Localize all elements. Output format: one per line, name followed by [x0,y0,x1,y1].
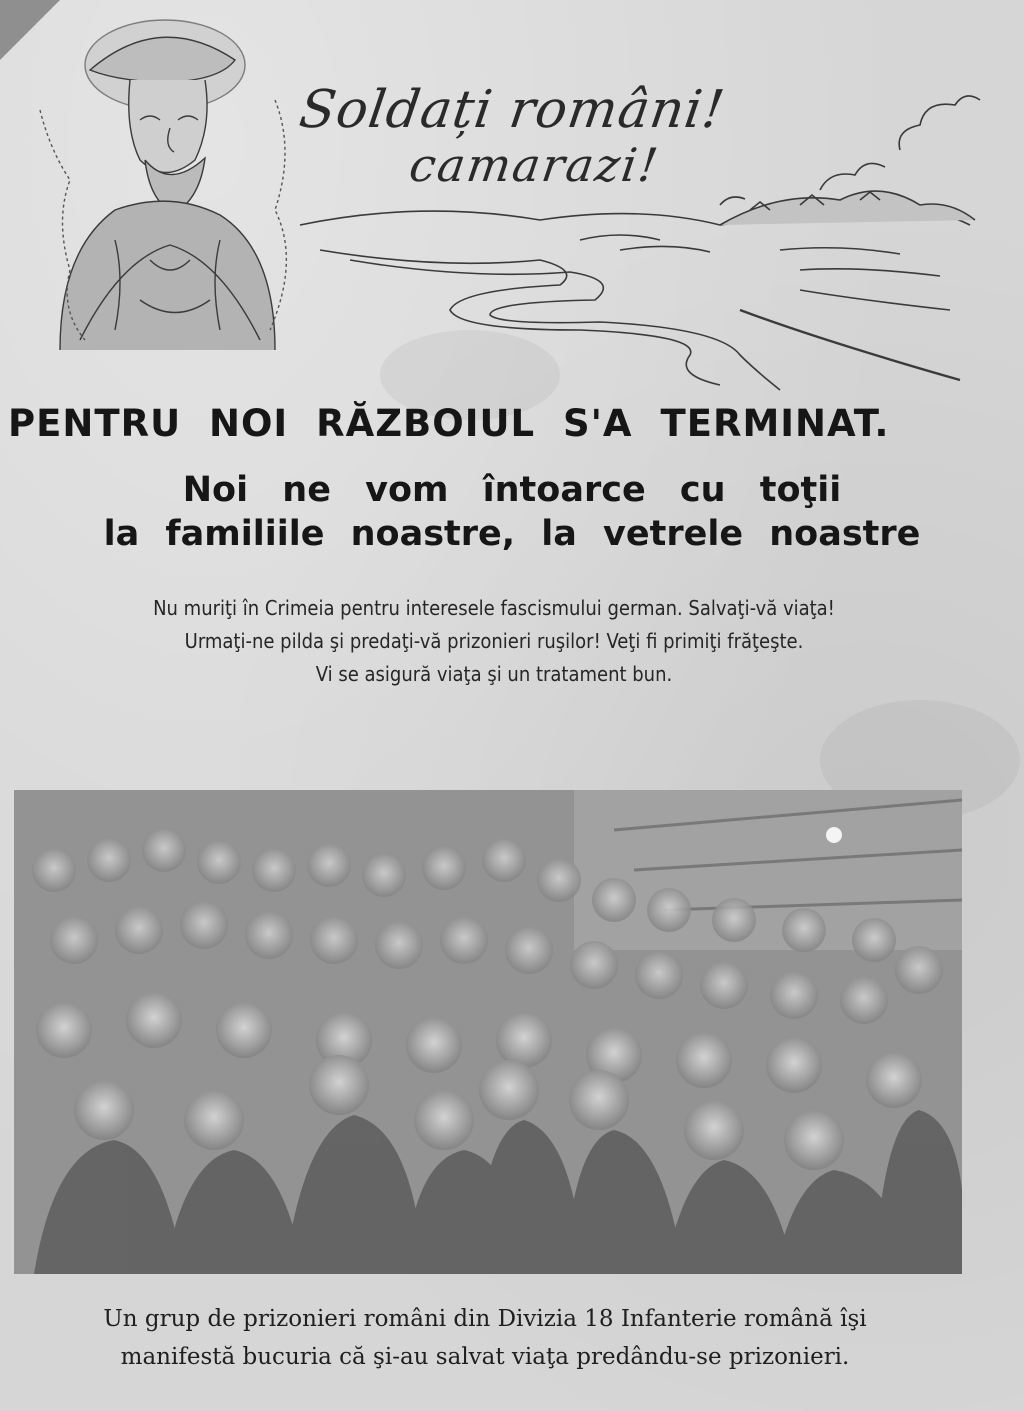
headline: PENTRU NOI RĂZBOIUL S'A TERMINAT. [8,402,890,445]
peasant-portrait [40,20,286,350]
subheadline [0,468,1024,556]
caption-line-1: Un grup de prizonieri români din Divizia 18 Infanterie română îşi [103,1306,867,1332]
appeal-line-3: Vi se asigură viaţa şi un tratament bun. [315,662,673,686]
header-illustration [20,10,990,395]
appeal-line-2: Urmaţi-ne pilda şi predaţi-vă prizonieri ruşilor! Veţi fi primiţi frăţeşte. [184,629,804,653]
slogan-line-1: Soldați români! [295,80,729,140]
slogan [295,80,820,192]
slogan-line-2: camarazi! [406,138,663,192]
subheadline-line-2: la familiile noastre, la vetrele noastre [103,514,921,554]
appeal-line-1: Nu muriţi în Crimeia pentru interesele fascismului german. Salvaţi-vă viaţa! [153,596,835,620]
photo-caption [0,1300,970,1376]
appeal-text [14,592,974,691]
prisoners-photograph [14,790,962,1274]
subheadline-line-1: Noi ne vom întoarce cu toţii [182,470,842,510]
caption-line-2: manifestă bucuria că şi-au salvat viaţa predându-se prizonieri. [120,1344,850,1370]
